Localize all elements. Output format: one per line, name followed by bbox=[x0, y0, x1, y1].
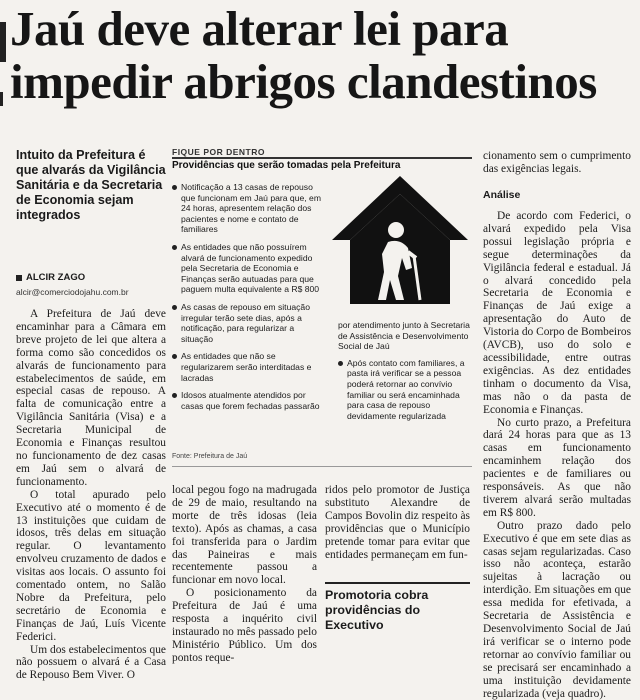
box-list-item: As casas de repouso em situação irregular terão sete dias, após a notificação, para regularizar a situação bbox=[172, 302, 327, 344]
lead-subtitle: Intuito da Prefeitura é que alvarás da Vigilância Sanitária e da Secretaria de Economia sejam integrados bbox=[16, 148, 166, 222]
headline-line-2: impedir abrigos clandestinos bbox=[10, 54, 597, 109]
box-list-right bbox=[338, 320, 473, 427]
box-bottom-rule bbox=[172, 466, 472, 467]
house-elderly-icon bbox=[330, 168, 470, 308]
box-title: Providências que serão tomadas pela Prefeitura bbox=[172, 160, 401, 171]
paragraph: Um dos estabelecimentos que não possuem o alvará é a Casa de Repouso Bem Viver. O bbox=[16, 643, 166, 682]
article-column-2 bbox=[172, 484, 317, 665]
paragraph: local pegou fogo na madrugada de 29 de maio, resultando na morte de três idosas (leia texto). Após as chamas, a casa foi transferida para o Jardim das Paineiras e mais recentemente passou a funcionar em novo local. bbox=[172, 484, 317, 587]
box-rule bbox=[172, 157, 472, 159]
article-column-3 bbox=[325, 484, 470, 561]
box-list-item: Idosos atualmente atendidos por casas que forem fechadas passarão bbox=[172, 390, 327, 411]
author-email[interactable]: alcir@comerciodojahu.com.br bbox=[16, 287, 129, 297]
box-list-item: Notificação a 13 casas de repouso que funcionam em Jaú para que, em 24 horas, apresentem relação dos pacientes e nome e contato de familiares bbox=[172, 182, 327, 235]
box-list-item: As entidades que não possuírem alvará de funcionamento expedido pela Secretaria de Economia e Finanças serão autuadas para que paguem multa equivalente a R$ 800 bbox=[172, 242, 327, 295]
box-list-item: As entidades que não se regularizarem serão interditadas e lacradas bbox=[172, 351, 327, 383]
box-list-continuation: por atendimento junto à Secretaria de Assistência e Desenvolvimento Social de Jaú bbox=[338, 320, 470, 352]
article-column-1 bbox=[16, 308, 166, 682]
page-edge-mark bbox=[0, 22, 6, 62]
paragraph: A Prefeitura de Jaú deve encaminhar para a Câmara em breve projeto de lei que altera a forma como são concedidos os alvarás de funcionamento para estabelecimentos de saúde, em especial casas de repouso. A falta de comunicação entre a Vigilância Sanitária (Visa) e a Secretaria Municipal de Economia e Finanças resultou no funcionamento de dez casas em Jaú sem o alvará de funcionamento. bbox=[16, 308, 166, 488]
headline-line-1: Jaú deve alterar lei para bbox=[10, 1, 509, 56]
article-column-4 bbox=[483, 210, 631, 700]
author-name: ALCIR ZAGO bbox=[26, 272, 86, 283]
byline bbox=[16, 272, 166, 297]
page-edge-mark bbox=[0, 92, 3, 106]
paragraph: O posicionamento da Prefeitura de Jaú é uma resposta a inquérito civil instaurado no mês passado pelo Ministério Público. Um dos pontos reque- bbox=[172, 587, 317, 664]
paragraph: De acordo com Federici, o alvará expedido pela Visa possui legislação própria e segue determinações da Vigilância federal e estadual. Já o alvará concedido pela Secretaria de Economia e Finanças de Jaú exige a apresentação do Auto de Vistoria do Corpo de Bombeiros (AVCB), uso do solo e acessibilidade, entre outras exigências. As dez entidades tinham o documento da Visa, mas não o da pasta de Economia e Finanças. bbox=[483, 210, 632, 416]
paragraph: cionamento sem o cumprimento das exigências legais. bbox=[483, 150, 631, 175]
article-column-4-top bbox=[483, 150, 631, 176]
headline bbox=[10, 2, 635, 108]
paragraph: Outro prazo dado pelo Executivo é que em sete dias as casas sejam regularizadas. Caso isso não aconteça, estarão sujeitas à lacração ou interdição. Em situações em que essa medida for efetivada, a Secretaria de Assistência e Desenvolvimento Social de Jaú irá verificar se o interno pode retornar ao convívio familiar ou se precisará ser encaminhado a uma instituição devidamente regularizada (veja quadro). bbox=[483, 519, 631, 700]
bullet-square-icon bbox=[16, 275, 22, 281]
paragraph: No curto prazo, a Prefeitura dará 24 horas para que as 13 casas em funcionamento encaminhem relação dos pacientes e de familiares ou responsáveis. As que não tiverem alvará serão multadas em R$ 800. bbox=[483, 416, 631, 519]
section-heading-analise: Análise bbox=[483, 189, 521, 201]
paragraph: ridos pelo promotor de Justiça substituto Alexandre de Campos Bovolin diz respeito às providências que o Município pretende tomar para evitar que entidades permaneçam em fun- bbox=[325, 484, 470, 561]
box-list-left bbox=[172, 182, 327, 418]
box-kicker: FIQUE POR DENTRO bbox=[172, 147, 266, 157]
box-list-item: Após contato com familiares, a pasta irá verificar se a pessoa poderá retornar ao convívio familiar ou será encaminhada para casa de repouso devidamente regularizada bbox=[338, 358, 473, 422]
box-source: Fonte: Prefeitura de Jaú bbox=[172, 453, 248, 460]
paragraph: O total apurado pelo Executivo até o momento é de 13 instituições que cuidam de idosos, três delas em situação regular. O levantamento envolveu cruzamento de dados e visitas aos locais. O assunto foi comentado ontem, no Salão Nobre da Prefeitura, pelo secretário de Economia e Finanças de Jaú, Luís Vicente Federici. bbox=[16, 488, 166, 643]
promo-headline[interactable]: Promotoria cobra providências do Executivo bbox=[325, 582, 470, 633]
